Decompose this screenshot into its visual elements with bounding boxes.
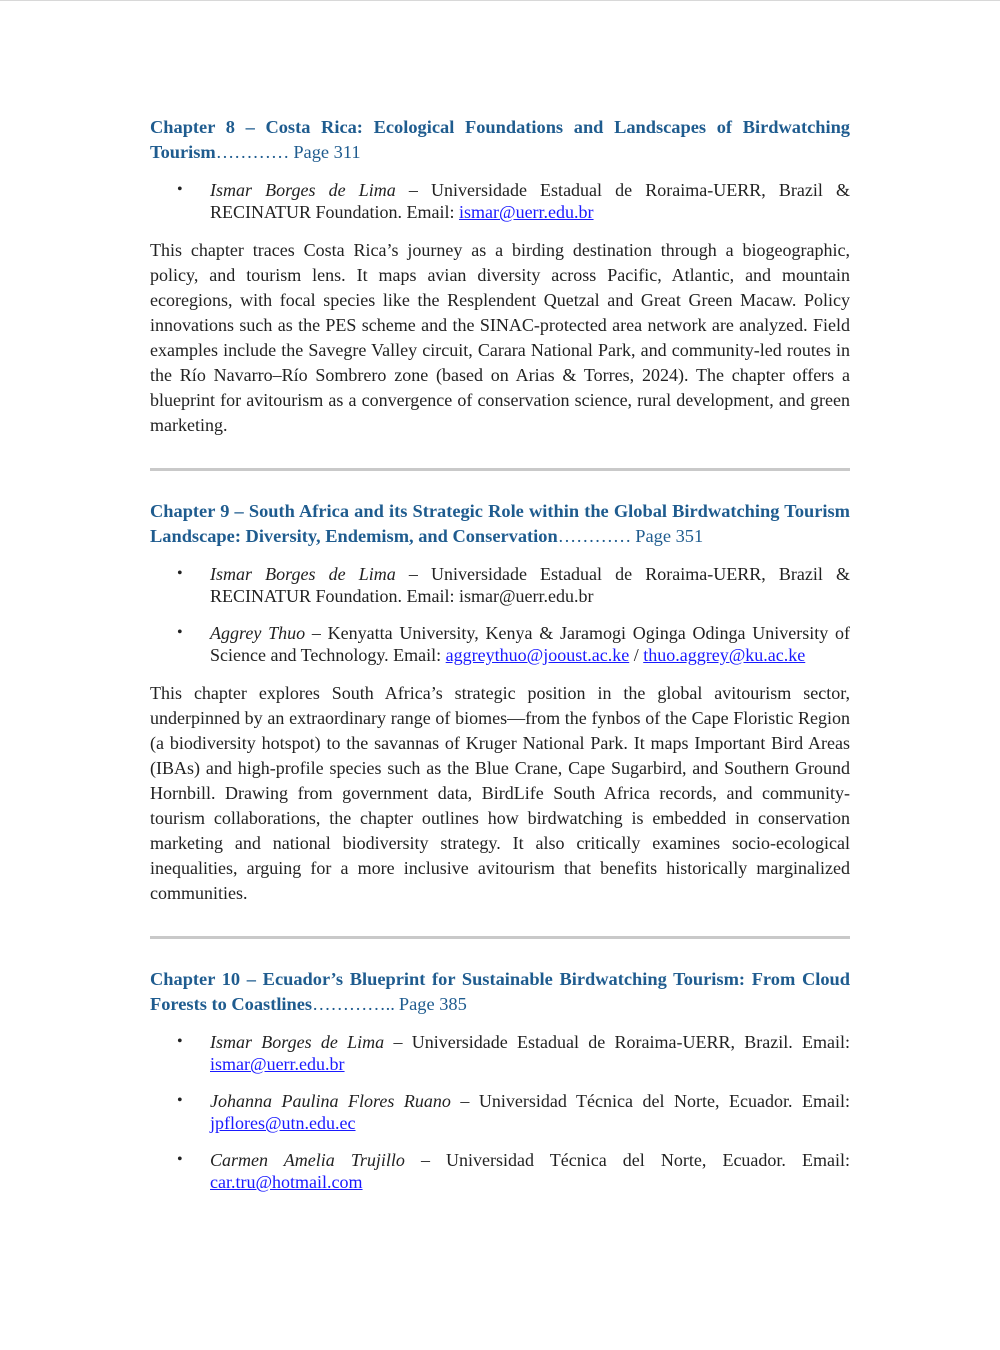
author-name: Ismar Borges de Lima <box>210 564 396 584</box>
chapter-title-text: Chapter 10 – Ecuador’s Blueprint for Sustainable Birdwatching Tourism: From Cloud Forests to Coastlines <box>150 969 850 1014</box>
author-name: Ismar Borges de Lima <box>210 180 396 200</box>
chapter-8 <box>150 115 850 438</box>
leader-dots: ………… <box>557 526 632 546</box>
author-item <box>150 1090 850 1134</box>
email-link[interactable]: ismar@uerr.edu.br <box>459 202 594 222</box>
bullet-icon: • <box>177 565 183 582</box>
chapter-summary: This chapter traces Costa Rica’s journey as a birding destination through a biogeographic, policy, and tourism lens. It maps avian diversity across Pacific, Atlantic, and mountain ecoregions, with focal species like the Resplendent Quetzal and Great Green Macaw. Policy innovations such as the PES scheme and the SINAC-protected area network are analyzed. Field examples include the Savegre Valley circuit, Carara National Park, and community-led routes in the Río Navarro–Río Sombrero zone (based on Arias & Torres, 2024). The chapter offers a blueprint for avitourism as a convergence of conservation science, rural development, and green marketing. <box>150 240 850 435</box>
chapter-title-text: Chapter 9 – South Africa and its Strategic Role within the Global Birdwatching Tourism Landscape: Diversity, Endemism, and Conservation <box>150 501 850 546</box>
bullet-icon: • <box>177 1151 183 1168</box>
author-list <box>150 1031 850 1193</box>
author-item <box>150 563 850 607</box>
author-name: Aggrey Thuo <box>210 623 306 643</box>
chapter-summary: This chapter explores South Africa’s strategic position in the global avitourism sector, underpinned by an extraordinary range of biomes—from the fynbos of the Cape Floristic Region (a biodiversity hotspot) to the savannas of Kruger National Park. It maps Important Bird Areas (IBAs) and high-profile species such as the Blue Crane, Cape Sugarbird, and Southern Ground Hornbill. Drawing from government data, BirdLife South Africa records, and community-tourism collaborations, the chapter outlines how birdwatching is embedded in conservation marketing and national biodiversity strategy. It also critically examines socio-ecological inequalities, arguing for a more inclusive avitourism that benefits historically marginalized communities. <box>150 683 850 903</box>
author-affiliation: – Kenyatta University, Kenya & Jaramogi Oginga Odinga University of Science and Technology. Email: <box>210 623 850 665</box>
page-reference: Page 385 <box>398 994 467 1014</box>
chapter-10 <box>150 967 850 1193</box>
author-item <box>150 179 850 223</box>
author-list <box>150 179 850 223</box>
author-name: Johanna Paulina Flores Ruano <box>210 1091 451 1111</box>
bullet-icon: • <box>177 181 183 198</box>
author-name: Ismar Borges de Lima <box>210 1032 385 1052</box>
author-item <box>150 1149 850 1193</box>
author-affiliation: – Universidade Estadual de Roraima-UERR, Brazil & RECINATUR Foundation. Email: <box>210 180 850 222</box>
author-name: Carmen Amelia Trujillo <box>210 1150 405 1170</box>
author-affiliation: – Universidad Técnica del Norte, Ecuador. Email: <box>450 1091 851 1111</box>
leader-dots: ………….. <box>312 994 395 1014</box>
bullet-icon: • <box>177 624 183 641</box>
chapter-title[interactable] <box>150 115 850 165</box>
chapter-title-text: Chapter 8 – Costa Rica: Ecological Foundations and Landscapes of Birdwatching Tourism <box>150 117 850 162</box>
chapter-9 <box>150 499 850 906</box>
bullet-icon: • <box>177 1033 183 1050</box>
email-link[interactable]: ismar@uerr.edu.br <box>210 1054 345 1074</box>
chapter-divider <box>150 936 850 939</box>
author-affiliation: – Universidade Estadual de Roraima-UERR, Brazil & RECINATUR Foundation. Email: ismar@uerr.edu.br <box>210 564 850 606</box>
author-affiliation: – Universidad Técnica del Norte, Ecuador. Email: <box>404 1150 850 1170</box>
chapter-title[interactable] <box>150 967 850 1017</box>
leader-dots: ………… <box>215 142 290 162</box>
chapter-divider <box>150 468 850 471</box>
page-top-border <box>0 0 1000 1</box>
email-link[interactable]: jpflores@utn.edu.ec <box>210 1113 356 1133</box>
author-item <box>150 1031 850 1075</box>
document-page <box>150 115 850 1208</box>
bullet-icon: • <box>177 1092 183 1109</box>
email-link[interactable]: thuo.aggrey@ku.ac.ke <box>643 645 806 665</box>
author-list <box>150 563 850 666</box>
email-link[interactable]: car.tru@hotmail.com <box>210 1172 363 1192</box>
chapter-title[interactable] <box>150 499 850 549</box>
email-link[interactable]: aggreythuo@jooust.ac.ke <box>445 645 630 665</box>
page-reference: Page 351 <box>635 526 704 546</box>
author-item <box>150 622 850 666</box>
page-reference: Page 311 <box>293 142 361 162</box>
author-affiliation: – Universidade Estadual de Roraima-UERR, Brazil. Email: <box>384 1032 850 1052</box>
email-separator: / <box>629 645 644 665</box>
